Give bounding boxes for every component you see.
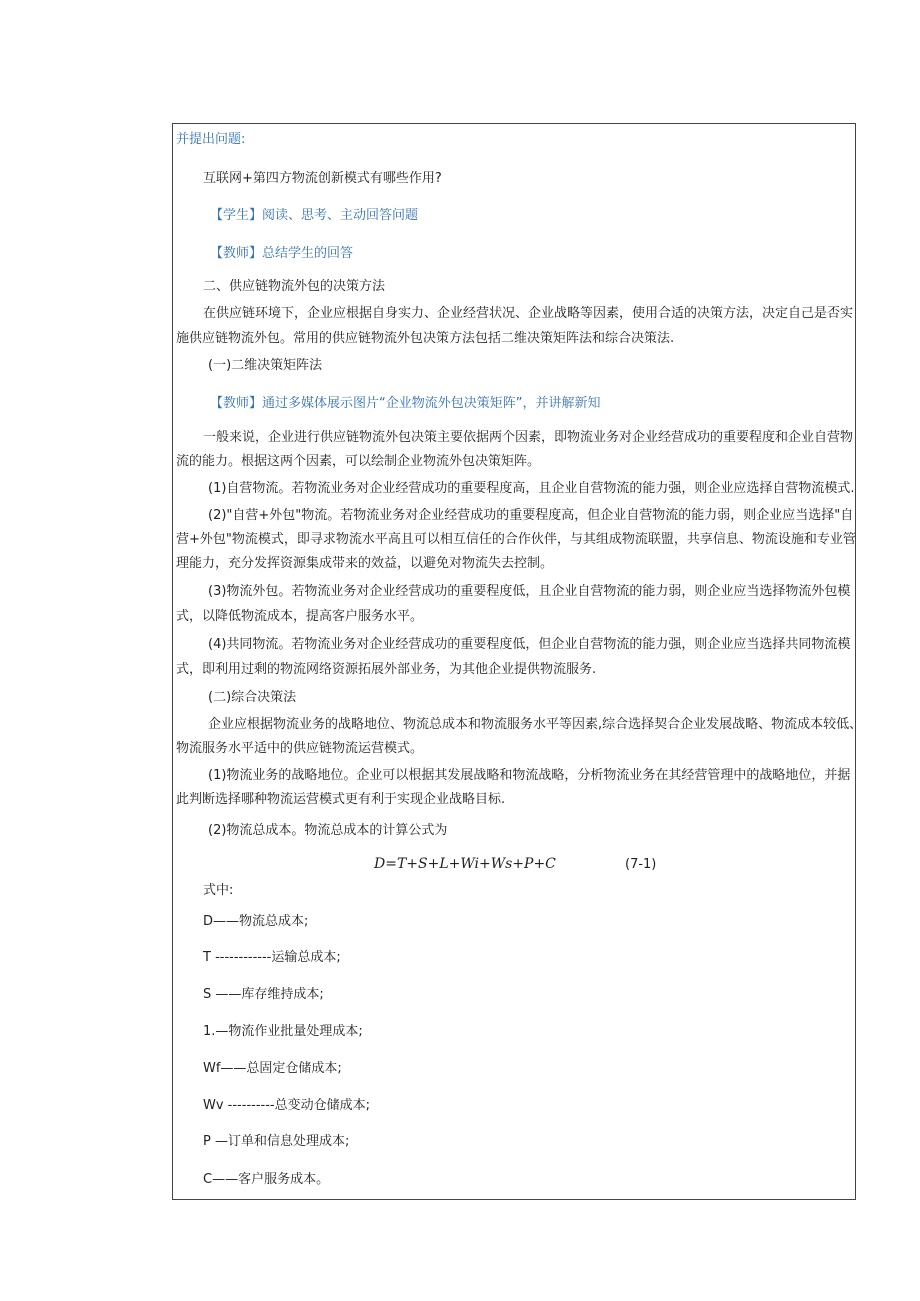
subsection-heading: (二)综合决策法 xyxy=(208,690,297,705)
teacher-activity-note: 【教师】总结学生的回答 xyxy=(210,246,354,261)
subsection-heading: (一)二维决策矩阵法 xyxy=(208,358,323,373)
paragraph-line: 在供应链环境下，企业应根据自身实力、企业经营状况、企业战略等因素，使用合适的决策方法，决定自己是否实 xyxy=(203,306,854,321)
paragraph-line: 施供应链物流外包。常用的供应链物流外包决策方法包括二维决策矩阵法和综合决策法. xyxy=(176,331,675,346)
variable-definition: C——客户服务成本。 xyxy=(203,1172,330,1187)
list-item-continuation: 理能力，充分发挥资源集成带来的效益，以避免对物流失去控制。 xyxy=(176,556,554,571)
list-item: (3)物流外包。若物流业务对企业经营成功的重要程度低，且企业自营物流的能力弱，则企业应当选择物流外包模 xyxy=(208,584,851,599)
variable-definition: D——物流总成本; xyxy=(203,914,309,929)
paragraph-line: 企业应根据物流业务的战略地位、物流总成本和物流服务水平等因素,综合选择契合企业发展战略、物流成本较低、 xyxy=(208,717,863,732)
paragraph-line: 一般来说，企业进行供应链物流外包决策主要依据两个因素，即物流业务对企业经营成功的重要程度和企业自营物 xyxy=(203,430,854,445)
list-item: (1)物流业务的战略地位。企业可以根据其发展战略和物流战略，分析物流业务在其经营管理中的战略地位，并据 xyxy=(208,768,851,783)
variable-definition: 1.—物流作业批量处理成本; xyxy=(203,1024,363,1039)
student-activity-note: 【学生】阅读、思考、主动回答问题 xyxy=(210,208,419,223)
where-label: 式中: xyxy=(203,883,234,898)
list-item-continuation: 式，以降低物流成本，提高客户服务水平。 xyxy=(176,609,424,624)
list-item: (2)物流总成本。物流总成本的计算公式为 xyxy=(208,823,448,838)
variable-definition: Wv ----------总变动仓储成本; xyxy=(203,1098,370,1113)
variable-definition: P —订单和信息处理成本; xyxy=(203,1134,350,1149)
equation-number: (7-1) xyxy=(625,857,657,872)
list-item: (1)自营物流。若物流业务对企业经营成功的重要程度高，且企业自营物流的能力强，则企业应选择自营物流模式. xyxy=(208,481,855,496)
list-item-continuation: 此判断选择哪种物流运营模式更有利于实现企业战略目标. xyxy=(176,792,506,807)
list-item: (2)"自营+外包"物流。若物流业务对企业经营成功的重要程度高，但企业自营物流的能力弱，则企业应当选择"自 xyxy=(208,508,854,523)
variable-definition: S ——库存维持成本; xyxy=(203,987,324,1002)
list-item-continuation: 式，即利用过剩的物流网络资源拓展外部业务，为其他企业提供物流服务. xyxy=(176,662,597,677)
teacher-activity-note: 【教师】通过多媒体展示图片“企业物流外包决策矩阵”，并讲解新知 xyxy=(210,396,601,411)
section-heading: 二、供应链物流外包的决策方法 xyxy=(203,279,386,294)
cost-formula: D=T+S+L+Wi+Ws+P+C xyxy=(374,856,556,872)
variable-definition: T ------------运输总成本; xyxy=(203,950,341,965)
paragraph-line: 物流服务水平适中的供应链物流运营模式。 xyxy=(176,741,424,756)
question-text: 互联网+第四方物流创新模式有哪些作用? xyxy=(203,171,442,186)
list-item: (4)共同物流。若物流业务对企业经营成功的重要程度低，但企业自营物流的能力强，则企业应当选择共同物流模 xyxy=(208,637,851,652)
paragraph-line: 流的能力。根据这两个因素，可以绘制企业物流外包决策矩阵。 xyxy=(176,454,541,469)
list-item-continuation: 营+外包"物流模式，即寻求物流水平高且可以相互信任的合作伙伴，与其组成物流联盟，共享信息、物流设施和专业管 xyxy=(176,532,856,547)
header-line: 并提出问题: xyxy=(176,132,246,147)
variable-definition: Wf——总固定仓储成本; xyxy=(203,1061,342,1076)
